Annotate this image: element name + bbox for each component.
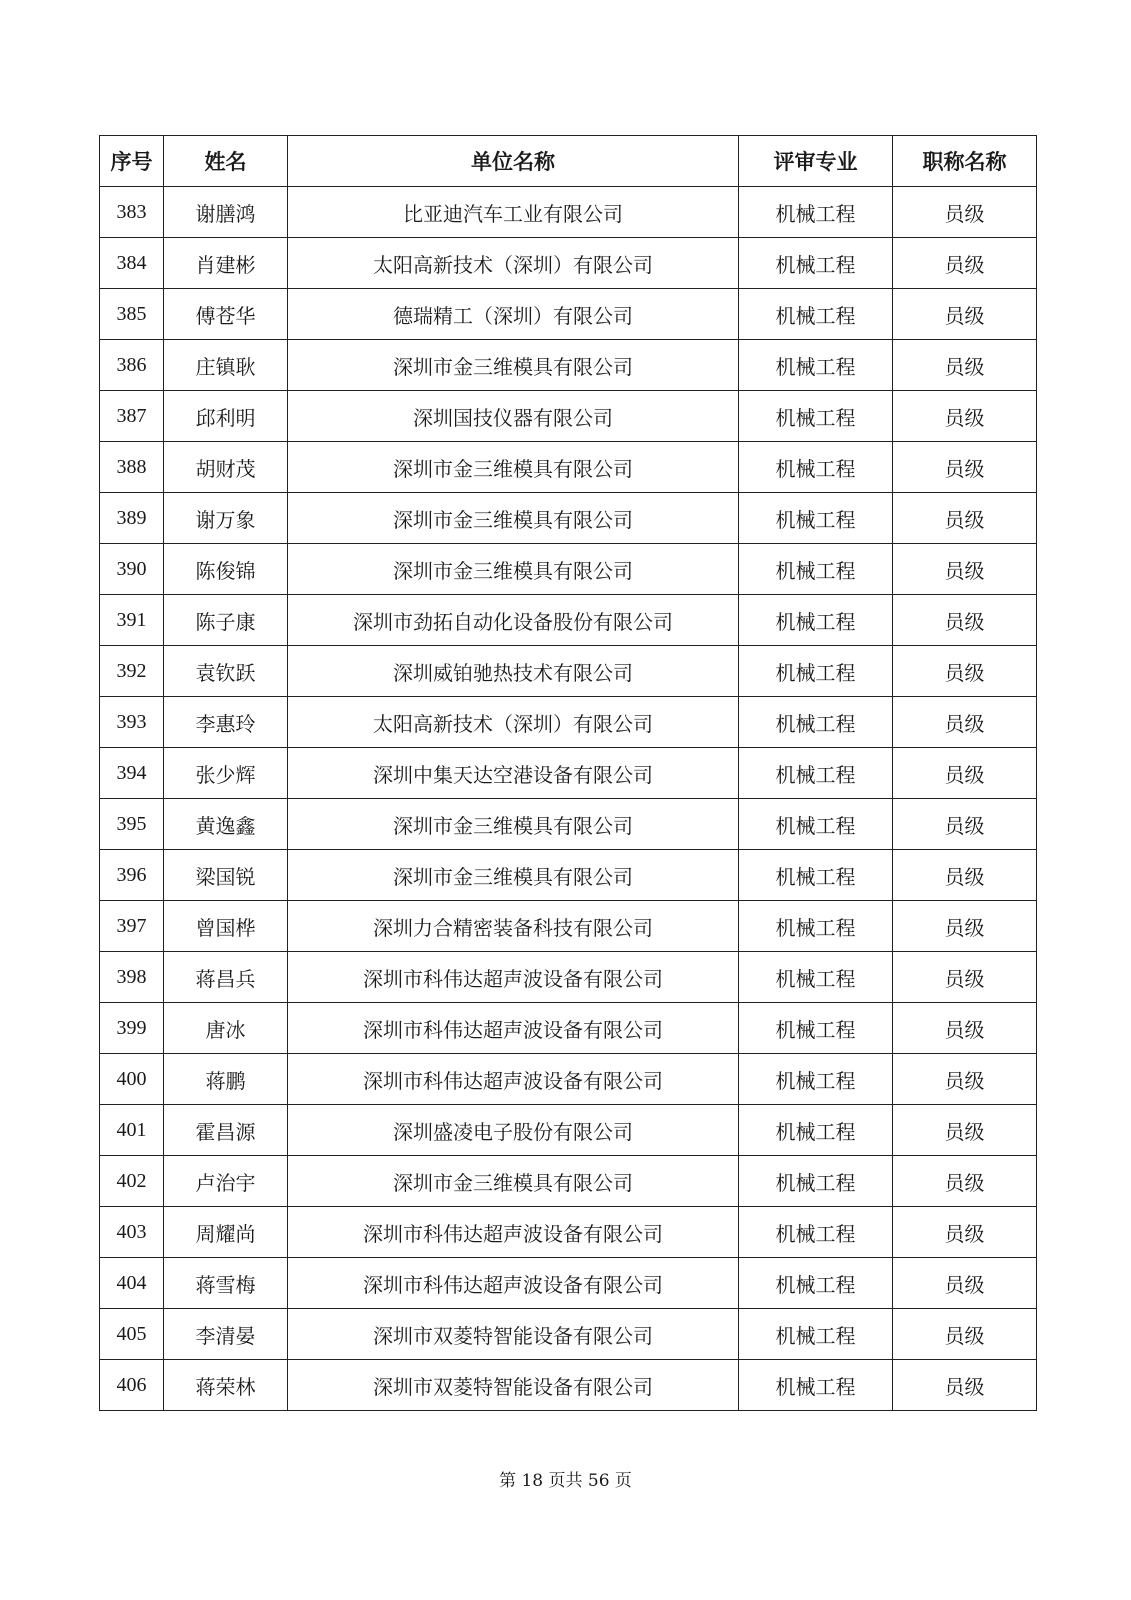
table-row <box>100 1360 1037 1411</box>
cell-title-name: 员级 <box>893 340 1037 391</box>
table-row <box>100 901 1037 952</box>
cell-title-name: 员级 <box>893 1309 1037 1360</box>
cell-name: 蒋荣林 <box>164 1360 288 1411</box>
cell-review-major: 机械工程 <box>739 493 893 544</box>
cell-title-name: 员级 <box>893 1156 1037 1207</box>
table-row <box>100 238 1037 289</box>
cell-organization: 深圳市金三维模具有限公司 <box>288 544 739 595</box>
cell-title-name: 员级 <box>893 952 1037 1003</box>
cell-name: 蒋鹏 <box>164 1054 288 1105</box>
cell-review-major: 机械工程 <box>739 1003 893 1054</box>
cell-serial-number: 388 <box>100 442 164 493</box>
cell-name: 霍昌源 <box>164 1105 288 1156</box>
cell-name: 傅苍华 <box>164 289 288 340</box>
table-row <box>100 1003 1037 1054</box>
cell-name: 肖建彬 <box>164 238 288 289</box>
cell-review-major: 机械工程 <box>739 748 893 799</box>
cell-name: 曾国桦 <box>164 901 288 952</box>
table-row <box>100 1054 1037 1105</box>
cell-organization: 深圳市科伟达超声波设备有限公司 <box>288 952 739 1003</box>
cell-review-major: 机械工程 <box>739 442 893 493</box>
cell-organization: 深圳盛凌电子股份有限公司 <box>288 1105 739 1156</box>
cell-title-name: 员级 <box>893 799 1037 850</box>
cell-organization: 太阳高新技术（深圳）有限公司 <box>288 697 739 748</box>
cell-serial-number: 391 <box>100 595 164 646</box>
cell-title-name: 员级 <box>893 646 1037 697</box>
table-body <box>100 187 1037 1411</box>
cell-name: 张少辉 <box>164 748 288 799</box>
cell-review-major: 机械工程 <box>739 1156 893 1207</box>
cell-organization: 深圳市双菱特智能设备有限公司 <box>288 1360 739 1411</box>
cell-serial-number: 404 <box>100 1258 164 1309</box>
cell-review-major: 机械工程 <box>739 1207 893 1258</box>
cell-serial-number: 393 <box>100 697 164 748</box>
cell-title-name: 员级 <box>893 1360 1037 1411</box>
page-number: 第 18 页共 56 页 <box>499 1471 632 1491</box>
table-row <box>100 697 1037 748</box>
table-row <box>100 289 1037 340</box>
cell-title-name: 员级 <box>893 238 1037 289</box>
cell-title-name: 员级 <box>893 1258 1037 1309</box>
cell-title-name: 员级 <box>893 187 1037 238</box>
cell-title-name: 员级 <box>893 442 1037 493</box>
cell-serial-number: 400 <box>100 1054 164 1105</box>
table-row <box>100 646 1037 697</box>
cell-name: 唐冰 <box>164 1003 288 1054</box>
cell-serial-number: 403 <box>100 1207 164 1258</box>
cell-review-major: 机械工程 <box>739 595 893 646</box>
table-row <box>100 1156 1037 1207</box>
cell-organization: 比亚迪汽车工业有限公司 <box>288 187 739 238</box>
cell-name: 谢膳鸿 <box>164 187 288 238</box>
cell-serial-number: 405 <box>100 1309 164 1360</box>
cell-review-major: 机械工程 <box>739 952 893 1003</box>
cell-name: 蒋昌兵 <box>164 952 288 1003</box>
cell-serial-number: 386 <box>100 340 164 391</box>
table-row <box>100 493 1037 544</box>
cell-title-name: 员级 <box>893 391 1037 442</box>
cell-serial-number: 387 <box>100 391 164 442</box>
cell-serial-number: 392 <box>100 646 164 697</box>
header-name: 姓名 <box>164 136 288 187</box>
cell-name: 庄镇耿 <box>164 340 288 391</box>
cell-serial-number: 397 <box>100 901 164 952</box>
cell-name: 邱利明 <box>164 391 288 442</box>
cell-title-name: 员级 <box>893 901 1037 952</box>
cell-review-major: 机械工程 <box>739 1309 893 1360</box>
cell-serial-number: 396 <box>100 850 164 901</box>
roster-table <box>99 135 1037 1411</box>
table-row <box>100 1207 1037 1258</box>
cell-name: 梁国锐 <box>164 850 288 901</box>
cell-review-major: 机械工程 <box>739 187 893 238</box>
table-row <box>100 544 1037 595</box>
cell-title-name: 员级 <box>893 1105 1037 1156</box>
cell-organization: 深圳市金三维模具有限公司 <box>288 340 739 391</box>
cell-serial-number: 390 <box>100 544 164 595</box>
cell-serial-number: 384 <box>100 238 164 289</box>
table-row <box>100 748 1037 799</box>
cell-serial-number: 402 <box>100 1156 164 1207</box>
cell-title-name: 员级 <box>893 595 1037 646</box>
cell-review-major: 机械工程 <box>739 544 893 595</box>
cell-serial-number: 389 <box>100 493 164 544</box>
cell-name: 卢治宇 <box>164 1156 288 1207</box>
table-row <box>100 595 1037 646</box>
table-header-row <box>100 136 1037 187</box>
table-row <box>100 442 1037 493</box>
cell-organization: 深圳市科伟达超声波设备有限公司 <box>288 1054 739 1105</box>
cell-review-major: 机械工程 <box>739 340 893 391</box>
cell-name: 李清晏 <box>164 1309 288 1360</box>
cell-serial-number: 395 <box>100 799 164 850</box>
cell-name: 谢万象 <box>164 493 288 544</box>
cell-review-major: 机械工程 <box>739 1360 893 1411</box>
cell-organization: 深圳中集天达空港设备有限公司 <box>288 748 739 799</box>
cell-serial-number: 406 <box>100 1360 164 1411</box>
cell-review-major: 机械工程 <box>739 1105 893 1156</box>
cell-organization: 深圳市劲拓自动化设备股份有限公司 <box>288 595 739 646</box>
cell-name: 蒋雪梅 <box>164 1258 288 1309</box>
cell-organization: 深圳市金三维模具有限公司 <box>288 442 739 493</box>
cell-name: 周耀尚 <box>164 1207 288 1258</box>
cell-title-name: 员级 <box>893 289 1037 340</box>
table-row <box>100 340 1037 391</box>
cell-review-major: 机械工程 <box>739 850 893 901</box>
cell-title-name: 员级 <box>893 493 1037 544</box>
header-serial-number: 序号 <box>100 136 164 187</box>
cell-organization: 深圳市科伟达超声波设备有限公司 <box>288 1003 739 1054</box>
cell-serial-number: 383 <box>100 187 164 238</box>
cell-organization: 深圳市金三维模具有限公司 <box>288 1156 739 1207</box>
cell-review-major: 机械工程 <box>739 1054 893 1105</box>
cell-serial-number: 385 <box>100 289 164 340</box>
cell-title-name: 员级 <box>893 1003 1037 1054</box>
cell-organization: 深圳市双菱特智能设备有限公司 <box>288 1309 739 1360</box>
cell-name: 黄逸鑫 <box>164 799 288 850</box>
cell-title-name: 员级 <box>893 697 1037 748</box>
cell-review-major: 机械工程 <box>739 238 893 289</box>
cell-organization: 深圳市金三维模具有限公司 <box>288 850 739 901</box>
cell-organization: 德瑞精工（深圳）有限公司 <box>288 289 739 340</box>
table-row <box>100 952 1037 1003</box>
cell-review-major: 机械工程 <box>739 289 893 340</box>
cell-title-name: 员级 <box>893 1207 1037 1258</box>
table-row <box>100 1105 1037 1156</box>
header-review-major: 评审专业 <box>739 136 893 187</box>
table-row <box>100 850 1037 901</box>
cell-review-major: 机械工程 <box>739 901 893 952</box>
cell-serial-number: 398 <box>100 952 164 1003</box>
table-row <box>100 187 1037 238</box>
cell-review-major: 机械工程 <box>739 799 893 850</box>
cell-organization: 深圳威铂驰热技术有限公司 <box>288 646 739 697</box>
cell-organization: 深圳市科伟达超声波设备有限公司 <box>288 1258 739 1309</box>
cell-name: 胡财茂 <box>164 442 288 493</box>
header-organization: 单位名称 <box>288 136 739 187</box>
cell-review-major: 机械工程 <box>739 1258 893 1309</box>
cell-organization: 深圳市科伟达超声波设备有限公司 <box>288 1207 739 1258</box>
cell-review-major: 机械工程 <box>739 697 893 748</box>
table-row <box>100 799 1037 850</box>
cell-name: 袁钦跃 <box>164 646 288 697</box>
cell-name: 李惠玲 <box>164 697 288 748</box>
cell-organization: 深圳力合精密装备科技有限公司 <box>288 901 739 952</box>
cell-organization: 深圳市金三维模具有限公司 <box>288 799 739 850</box>
cell-name: 陈子康 <box>164 595 288 646</box>
cell-title-name: 员级 <box>893 850 1037 901</box>
table-row <box>100 1309 1037 1360</box>
cell-title-name: 员级 <box>893 544 1037 595</box>
cell-serial-number: 394 <box>100 748 164 799</box>
cell-title-name: 员级 <box>893 748 1037 799</box>
cell-review-major: 机械工程 <box>739 646 893 697</box>
header-title-name: 职称名称 <box>893 136 1037 187</box>
cell-serial-number: 401 <box>100 1105 164 1156</box>
cell-serial-number: 399 <box>100 1003 164 1054</box>
table-row <box>100 391 1037 442</box>
table-row <box>100 1258 1037 1309</box>
cell-name: 陈俊锦 <box>164 544 288 595</box>
cell-review-major: 机械工程 <box>739 391 893 442</box>
cell-organization: 深圳国技仪器有限公司 <box>288 391 739 442</box>
cell-organization: 太阳高新技术（深圳）有限公司 <box>288 238 739 289</box>
cell-title-name: 员级 <box>893 1054 1037 1105</box>
cell-organization: 深圳市金三维模具有限公司 <box>288 493 739 544</box>
